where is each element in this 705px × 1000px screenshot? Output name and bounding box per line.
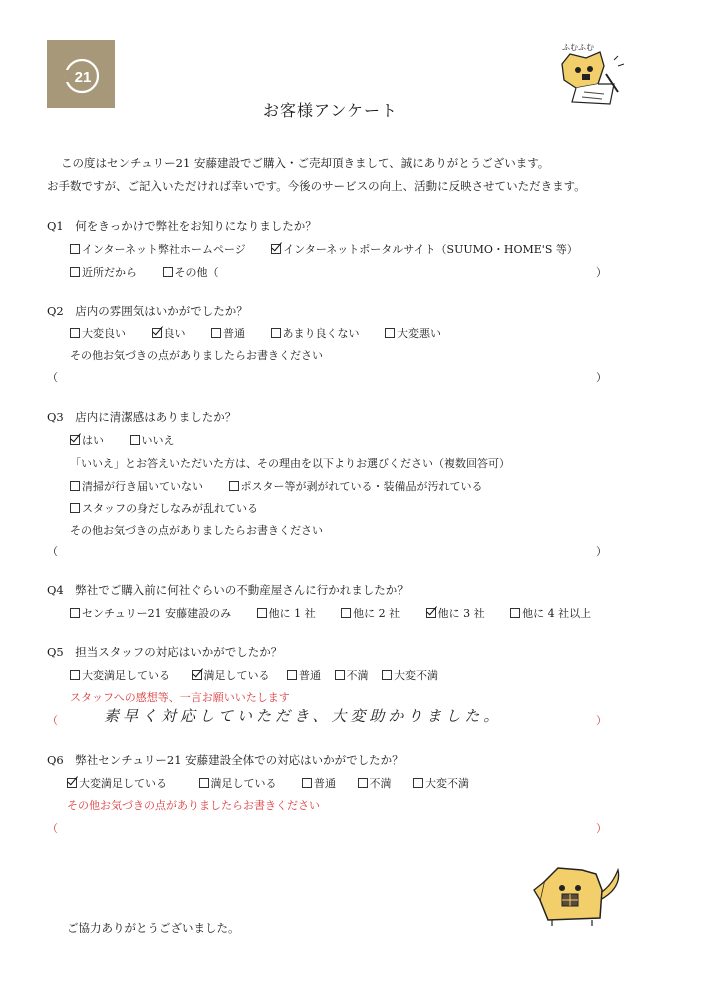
checkbox-checked[interactable]: [67, 778, 77, 788]
q2-option-very-bad[interactable]: 大変悪い: [385, 327, 441, 340]
q5-option-satisfied[interactable]: 満足している: [192, 669, 270, 682]
q6-close-paren: ）: [596, 822, 607, 835]
checkbox[interactable]: [70, 503, 80, 513]
q2-question: Q2 店内の雰囲気はいかがでしたか？: [47, 304, 248, 318]
page-title: お客様アンケート: [263, 101, 399, 120]
checkbox[interactable]: [341, 608, 351, 618]
checkbox[interactable]: [163, 267, 173, 277]
q6-comment-field[interactable]: [62, 816, 592, 836]
q6-option-dissatisfied[interactable]: 不満: [358, 777, 392, 790]
q6-options: [67, 775, 469, 791]
checkbox[interactable]: [229, 481, 239, 491]
q3-option-yes[interactable]: はい: [70, 434, 104, 447]
checkbox[interactable]: [130, 435, 140, 445]
q5-question: Q5 担当スタッフの対応はいかがでしたか？: [47, 645, 283, 659]
mascot-reading-illustration: [548, 40, 628, 110]
q5-comment-prompt: スタッフへの感想等、一言お願いいたします: [70, 691, 290, 704]
q6-option-normal[interactable]: 普通: [302, 777, 336, 790]
q2-comment-prompt: その他お気づきの点がありましたらお書きください: [70, 349, 323, 362]
checkbox[interactable]: [199, 778, 209, 788]
q2-open-paren: （: [47, 371, 58, 384]
q1-other-close-paren: ）: [596, 266, 607, 279]
q4-option-four-plus[interactable]: 他に 4 社以上: [510, 607, 591, 620]
intro-line-2: お手数ですが、ご記入いただければ幸いです。今後のサービスの向上、活動に反映させていただきます。: [47, 179, 586, 193]
q3-option-no[interactable]: いいえ: [130, 434, 175, 447]
q3-reason-cleaning[interactable]: 清掃が行き届いていない: [70, 480, 203, 493]
q3-followup-text: 「いいえ」とお答えいただいた方は、その理由を以下よりお選びください（複数回答可）: [70, 457, 510, 470]
checkbox[interactable]: [70, 481, 80, 491]
q4-option-three-others[interactable]: 他に 3 社: [426, 607, 485, 620]
checkbox[interactable]: [70, 267, 80, 277]
checkbox-checked[interactable]: [426, 608, 436, 618]
q2-close-paren: ）: [596, 371, 607, 384]
checkbox-checked[interactable]: [152, 328, 162, 338]
checkbox[interactable]: [335, 670, 345, 680]
checkbox[interactable]: [510, 608, 520, 618]
q5-option-normal[interactable]: 普通: [287, 669, 321, 682]
q3-reasons-row1: [70, 478, 483, 494]
checkbox[interactable]: [271, 328, 281, 338]
q3-reason-staff-appearance[interactable]: スタッフの身だしなみが乱れている: [70, 500, 258, 516]
q4-options: [70, 605, 591, 621]
q1-option-homepage[interactable]: インターネット弊社ホームページ: [70, 243, 246, 256]
q6-question: Q6 弊社センチュリー21 安藤建設全体での対応はいかがでしたか？: [47, 753, 404, 767]
q1-option-nearby[interactable]: 近所だから: [70, 266, 137, 279]
q3-reason-posters[interactable]: ポスター等が剥がれている・装備品が汚れている: [229, 480, 483, 493]
q3-question: Q3 店内に清潔感はありましたか？: [47, 410, 237, 424]
checkbox-checked[interactable]: [192, 670, 202, 680]
q4-option-only-us[interactable]: センチュリー21 安藤建設のみ: [70, 607, 231, 620]
q2-option-normal[interactable]: 普通: [211, 327, 245, 340]
thanks-message: ご協力ありがとうございました。: [67, 921, 240, 935]
checkbox[interactable]: [70, 608, 80, 618]
q5-open-paren: （: [47, 714, 58, 727]
q3-options: [70, 432, 197, 448]
mascot-dog-illustration: [530, 860, 630, 930]
q5-handwritten-answer[interactable]: 素早く対応していただき、大変助かりました。: [104, 707, 503, 725]
q1-options-row2: [70, 264, 219, 280]
q6-option-very-dissatisfied[interactable]: 大変不満: [413, 777, 469, 790]
q3-comment-prompt: その他お気づきの点がありましたらお書きください: [70, 524, 323, 537]
q6-comment-prompt: その他お気づきの点がありましたらお書きください: [67, 799, 320, 812]
checkbox[interactable]: [70, 670, 80, 680]
q4-option-two-others[interactable]: 他に 2 社: [341, 607, 400, 620]
checkbox[interactable]: [302, 778, 312, 788]
checkbox[interactable]: [385, 328, 395, 338]
q6-option-very-satisfied[interactable]: 大変満足している: [67, 777, 167, 790]
checkbox[interactable]: [70, 244, 80, 254]
checkbox-checked[interactable]: [271, 244, 281, 254]
checkbox-checked[interactable]: [70, 435, 80, 445]
checkbox[interactable]: [382, 670, 392, 680]
q1-options-row1: [70, 241, 600, 257]
intro-line-1: この度はセンチュリー21 安藤建設でご購入・ご売却頂きまして、誠にありがとうございます。: [61, 156, 550, 170]
q2-comment-field[interactable]: [62, 365, 592, 385]
q3-comment-field[interactable]: [62, 539, 592, 559]
q1-option-other[interactable]: その他（: [163, 266, 219, 279]
q1-option-portal[interactable]: インターネットポータルサイト（SUUMO・HOME'S 等）: [271, 243, 578, 256]
q2-option-very-good[interactable]: 大変良い: [70, 327, 126, 340]
q5-option-dissatisfied[interactable]: 不満: [335, 669, 369, 682]
q3-close-paren: ）: [596, 545, 607, 558]
q2-option-good[interactable]: 良い: [152, 327, 186, 340]
checkbox[interactable]: [70, 328, 80, 338]
q5-options: [70, 667, 438, 683]
checkbox[interactable]: [413, 778, 423, 788]
q6-option-satisfied[interactable]: 満足している: [199, 777, 277, 790]
q4-option-one-other[interactable]: 他に 1 社: [257, 607, 316, 620]
checkbox[interactable]: [287, 670, 297, 680]
q2-options: [70, 325, 463, 341]
century21-logo: [47, 40, 115, 108]
q1-question: Q1 何をきっかけで弊社をお知りになりましたか？: [47, 219, 317, 233]
checkbox[interactable]: [211, 328, 221, 338]
q5-option-very-dissatisfied[interactable]: 大変不満: [382, 669, 438, 682]
q5-close-paren: ）: [596, 714, 607, 727]
logo-text: 21: [74, 69, 92, 86]
mascot-caption: ふむふむ: [562, 43, 594, 52]
q4-question: Q4 弊社でご購入前に何社ぐらいの不動産屋さんに行かれましたか？: [47, 583, 409, 597]
q2-option-not-good[interactable]: あまり良くない: [271, 327, 360, 340]
q6-open-paren: （: [47, 822, 58, 835]
q3-open-paren: （: [47, 545, 58, 558]
checkbox[interactable]: [358, 778, 368, 788]
checkbox[interactable]: [257, 608, 267, 618]
q5-option-very-satisfied[interactable]: 大変満足している: [70, 669, 170, 682]
